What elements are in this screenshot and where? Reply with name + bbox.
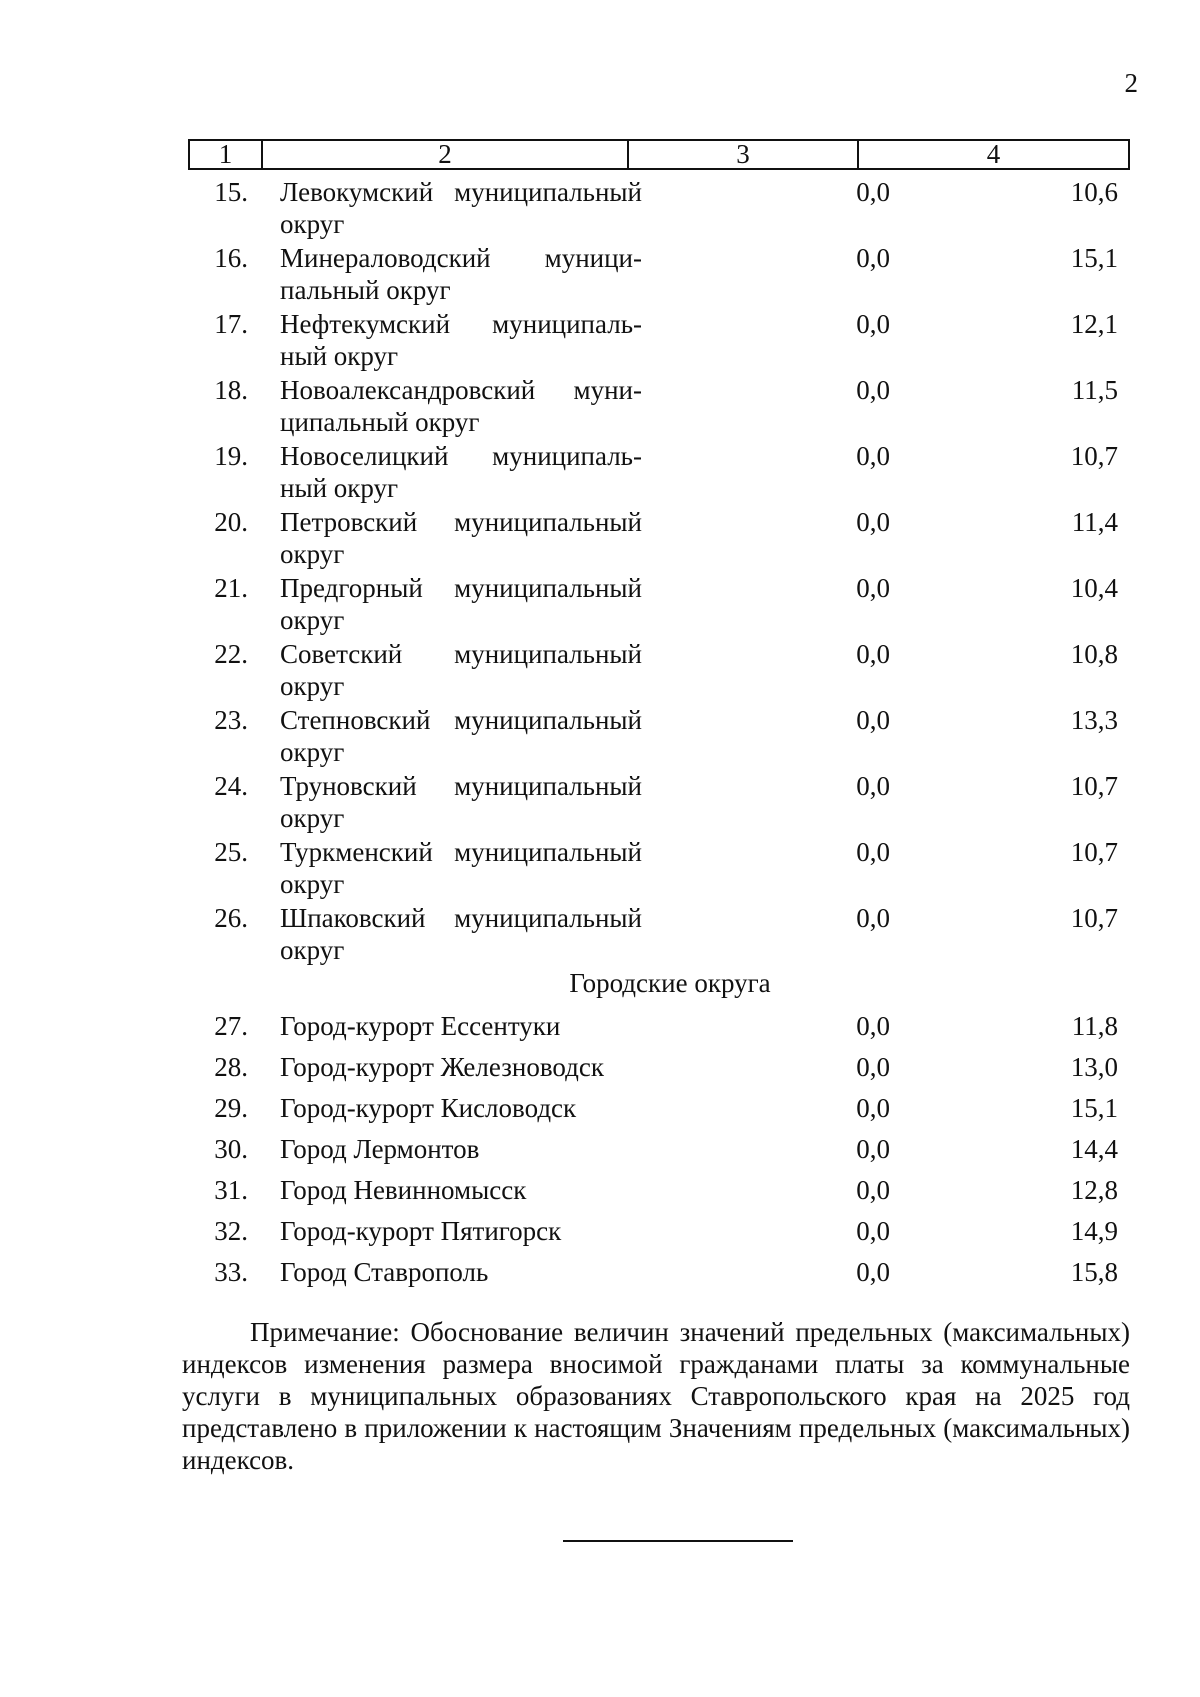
row-number: 31.	[214, 1175, 248, 1205]
row-name-line1: Шпаковский муниципальный	[280, 903, 642, 933]
row-name-line1: Город Невинномысск	[280, 1175, 527, 1205]
page-number: 2	[1124, 68, 1138, 98]
row-name	[280, 1174, 760, 1206]
row-value-col3: 0,0	[856, 837, 890, 867]
table-row	[0, 764, 1200, 833]
row-value-col4: 15,1	[1070, 1093, 1118, 1123]
row-name-line2: ный округ	[280, 473, 399, 503]
row-name-line1: Предгорный муниципальный	[280, 573, 642, 603]
row-name-line1: Советский муниципальный	[280, 639, 642, 669]
row-value-col3: 0,0	[856, 705, 890, 735]
row-name	[280, 1256, 760, 1288]
table-row	[0, 302, 1200, 371]
row-number: 28.	[214, 1052, 248, 1082]
row-number: 20.	[214, 507, 248, 537]
row-name-line1: Левокумский муниципальный	[280, 177, 642, 207]
row-number: 17.	[214, 309, 248, 339]
row-number: 23.	[214, 705, 248, 735]
table-row	[0, 500, 1200, 569]
row-value-col4: 11,4	[1071, 507, 1118, 537]
row-number: 32.	[214, 1216, 248, 1246]
row-value-col4: 10,8	[1070, 639, 1118, 669]
row-name	[280, 902, 642, 966]
row-value-col3: 0,0	[856, 1134, 890, 1164]
table-row	[0, 632, 1200, 701]
row-value-col4: 15,1	[1070, 243, 1118, 273]
row-name	[280, 572, 642, 636]
row-name-line1: Степновский муниципальный	[280, 705, 642, 735]
row-value-col3: 0,0	[856, 375, 890, 405]
row-name-line1: Город-курорт Пятигорск	[280, 1216, 562, 1246]
table-row	[0, 236, 1200, 305]
row-name-line2: ципальный округ	[280, 407, 480, 437]
row-name	[280, 1092, 760, 1124]
header-col-4: 4	[858, 140, 1129, 169]
table-row	[0, 1045, 1200, 1086]
table-row	[0, 434, 1200, 503]
row-value-col3: 0,0	[856, 639, 890, 669]
header-col-2: 2	[262, 140, 628, 169]
row-value-col4: 10,7	[1070, 837, 1118, 867]
row-number: 33.	[214, 1257, 248, 1287]
row-number: 18.	[214, 375, 248, 405]
row-name-line1: Новоселицкий муниципаль-	[280, 441, 642, 471]
row-name-line2: округ	[280, 209, 345, 239]
row-value-col4: 13,0	[1070, 1052, 1118, 1082]
row-name-line1: Новоалександровский муни-	[280, 375, 642, 405]
row-name-line2: пальный округ	[280, 275, 451, 305]
row-name-line2: округ	[280, 671, 345, 701]
row-value-col4: 11,5	[1071, 375, 1118, 405]
table-row	[0, 830, 1200, 899]
row-name	[280, 242, 642, 306]
row-value-col3: 0,0	[856, 243, 890, 273]
row-value-col3: 0,0	[856, 573, 890, 603]
row-value-col4: 13,3	[1070, 705, 1118, 735]
row-name-line2: округ	[280, 935, 345, 965]
section-title: Городские округа	[569, 968, 771, 998]
row-value-col4: 14,4	[1070, 1134, 1118, 1164]
row-value-col4: 10,6	[1070, 177, 1118, 207]
row-number: 24.	[214, 771, 248, 801]
row-number: 25.	[214, 837, 248, 867]
row-name	[280, 1215, 760, 1247]
row-value-col3: 0,0	[856, 1011, 890, 1041]
note-paragraph: Примечание: Обоснование величин значений предельных (максимальных) индексов изменения размера вносимой гражданами платы за коммунальные услуги в муниципальных образованиях Ставропольского края на 2025 год представлено в приложении к настоящим Значениям предельных (максимальных) индексов.	[182, 1317, 1130, 1475]
row-name-line2: округ	[280, 605, 345, 635]
row-number: 27.	[214, 1011, 248, 1041]
row-number: 29.	[214, 1093, 248, 1123]
row-name-line1: Нефтекумский муниципаль-	[280, 309, 642, 339]
table-row	[0, 1086, 1200, 1127]
row-value-col4: 10,7	[1070, 441, 1118, 471]
row-name	[280, 440, 642, 504]
table-row	[0, 1209, 1200, 1250]
row-value-col4: 10,7	[1070, 903, 1118, 933]
row-number: 19.	[214, 441, 248, 471]
row-name-line1: Город Ставрополь	[280, 1257, 489, 1287]
row-value-col3: 0,0	[856, 177, 890, 207]
row-value-col4: 10,7	[1070, 771, 1118, 801]
row-name	[280, 836, 642, 900]
row-value-col3: 0,0	[856, 507, 890, 537]
row-name	[280, 506, 642, 570]
row-name-line2: округ	[280, 539, 345, 569]
row-number: 16.	[214, 243, 248, 273]
table-header	[188, 139, 1130, 170]
header-col-1: 1	[189, 140, 262, 169]
row-name	[280, 308, 642, 372]
row-value-col4: 11,8	[1071, 1011, 1118, 1041]
row-name	[280, 770, 642, 834]
table-row	[0, 566, 1200, 635]
row-name	[280, 1010, 760, 1042]
row-name	[280, 1051, 760, 1083]
row-value-col4: 12,1	[1070, 309, 1118, 339]
row-number: 15.	[214, 177, 248, 207]
row-name	[280, 1133, 760, 1165]
row-value-col3: 0,0	[856, 1175, 890, 1205]
row-name	[280, 638, 642, 702]
row-name	[280, 704, 642, 768]
table-row	[0, 1004, 1200, 1045]
header-col-3: 3	[628, 140, 858, 169]
table-row	[0, 368, 1200, 437]
row-name-line1: Петровский муниципальный	[280, 507, 642, 537]
row-name	[280, 176, 642, 240]
table-row	[0, 1168, 1200, 1209]
table-row	[0, 1250, 1200, 1291]
row-name-line1: Туркменский муниципальный	[280, 837, 642, 867]
row-name-line2: ный округ	[280, 341, 399, 371]
row-name-line1: Труновский муниципальный	[280, 771, 642, 801]
row-value-col3: 0,0	[856, 1216, 890, 1246]
row-value-col3: 0,0	[856, 309, 890, 339]
row-value-col4: 14,9	[1070, 1216, 1118, 1246]
row-value-col4: 15,8	[1070, 1257, 1118, 1287]
table-body	[0, 170, 1200, 1291]
row-number: 21.	[214, 573, 248, 603]
row-name-line1: Город-курорт Ессентуки	[280, 1011, 561, 1041]
row-value-col4: 10,4	[1070, 573, 1118, 603]
row-name-line1: Город Лермонтов	[280, 1134, 480, 1164]
row-value-col3: 0,0	[856, 1257, 890, 1287]
table-row	[0, 896, 1200, 965]
row-name-line1: Минераловодский муници-	[280, 243, 642, 273]
table-row	[0, 698, 1200, 767]
row-value-col3: 0,0	[856, 903, 890, 933]
row-value-col4: 12,8	[1070, 1175, 1118, 1205]
row-name-line1: Город-курорт Кисловодск	[280, 1093, 577, 1123]
table-row	[0, 170, 1200, 239]
table-header-row	[189, 140, 1129, 169]
row-value-col3: 0,0	[856, 1093, 890, 1123]
table-row	[0, 1127, 1200, 1168]
row-value-col3: 0,0	[856, 1052, 890, 1082]
row-name-line2: округ	[280, 737, 345, 767]
row-name	[280, 374, 642, 438]
row-name-line1: Город-курорт Железноводск	[280, 1052, 604, 1082]
row-number: 30.	[214, 1134, 248, 1164]
row-value-col3: 0,0	[856, 441, 890, 471]
row-number: 26.	[214, 903, 248, 933]
row-value-col3: 0,0	[856, 771, 890, 801]
row-name-line2: округ	[280, 803, 345, 833]
row-number: 22.	[214, 639, 248, 669]
end-rule	[563, 1540, 793, 1542]
row-name-line2: округ	[280, 869, 345, 899]
